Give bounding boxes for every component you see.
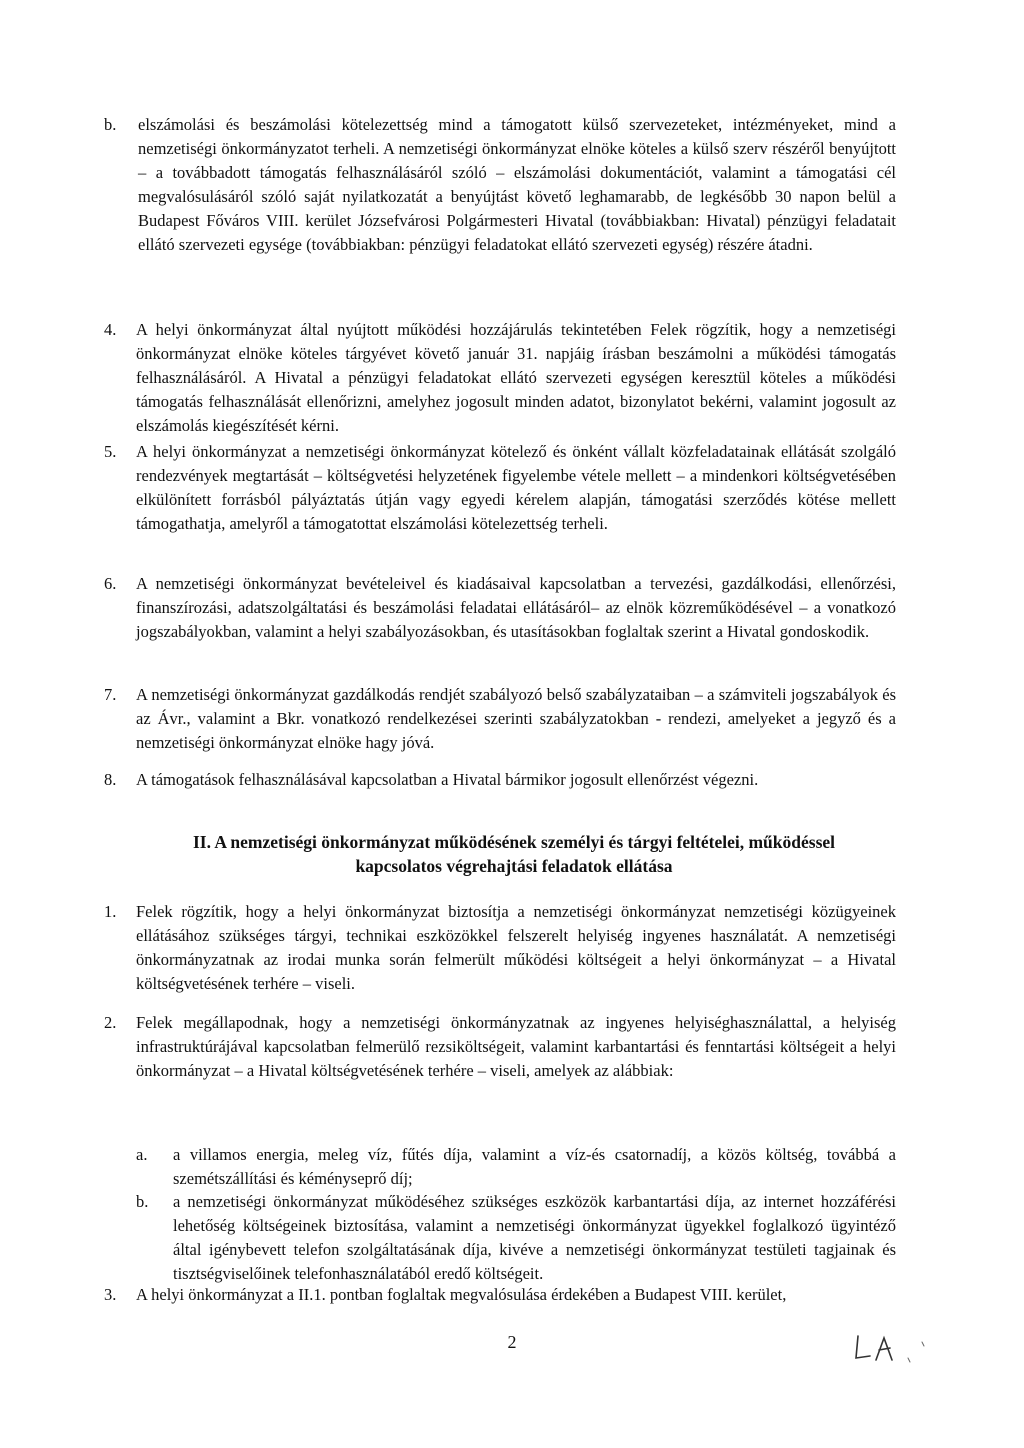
paragraph-text: elszámolási és beszámolási kötelezettség mind a támogatott külső szervezeteket, intézményeket, mind a nemzetiségi önkormányzatot terheli. A nemzetiségi önkormányzat elnöke köteles a külső szerv részéről benyújtott – a továbbadott támogatás felhasználásáról szóló – elszámolási dokumentációt, valamint a támogatási cél megvalósulásáról szóló saját nyilatkozatát a benyújtást követő leghamarabb, de legkésőbb 30 napon belül a Budapest Főváros VIII. kerület Józsefvárosi Polgármesteri Hivatal (továbbiakban: Hivatal) pénzügyi feladatait ellátó szervezeti egysége (továbbiakban: pénzügyi feladatokat ellátó szervezeti egység) részére átadni. xyxy=(138,115,896,254)
section-heading xyxy=(104,830,924,878)
subitem-marker: b. xyxy=(136,1192,149,1211)
subitem-b xyxy=(136,1190,896,1286)
paragraph-b xyxy=(104,113,896,257)
paragraph-marker: 4. xyxy=(104,320,117,339)
paragraph-marker: 7. xyxy=(104,685,117,704)
section-heading-line1: II. A nemzetiségi önkormányzat működésének személyi és tárgyi feltételei, működéssel xyxy=(192,832,836,852)
paragraph-text: Felek rögzítik, hogy a helyi önkormányzat biztosítja a nemzetiségi önkormányzat nemzetiségi közügyeinek ellátásához szükséges tárgyi, technikai eszközökkel felszerelt helyiség ingyenes használatát. A nemzetiségi önkormányzatnak az irodai munka során felmerült működési költségeit a helyi önkormányzat – a Hivatal költségvetésének terhére – viseli. xyxy=(136,902,896,993)
paragraph-7 xyxy=(104,683,896,755)
paragraph-8 xyxy=(104,768,896,792)
page-number: 2 xyxy=(507,1332,517,1352)
handwritten-initials xyxy=(848,1328,938,1368)
paragraph-marker: 6. xyxy=(104,574,117,593)
subitem-text: a nemzetiségi önkormányzat működéséhez szükséges eszközök karbantartási díja, az internet hozzáférési lehetőség költségeinek biztosítása, valamint a nemzetiségi önkormányzat ügyekkel foglalkozó ügyintéző által igénybevett telefon szolgáltatásának díja, kivéve a nemzetiségi önkormányzat testületi tagjainak és tisztségviselőinek telefonhasználatából eredő költségeit. xyxy=(173,1192,896,1283)
paragraph-marker: 8. xyxy=(104,770,117,789)
paragraph-text: A helyi önkormányzat által nyújtott működési hozzájárulás tekintetében Felek rögzítik, hogy a nemzetiségi önkormányzat elnöke köteles tárgyévet követő január 31. napjáig írásban beszámolni a működési támogatás felhasználásáról. A Hivatal a pénzügyi feladatokat ellátó szervezeti egységen keresztül köteles a működési támogatás felhasználását ellenőrizni, amelyhez jogosult minden adatot, bizonylatot bekérni, valamint jogosult az elszámolás kiegészítését kérni. xyxy=(136,320,896,435)
section2-paragraph-1 xyxy=(104,900,896,996)
paragraph-text: A támogatások felhasználásával kapcsolatban a Hivatal bármikor jogosult ellenőrzést végezni. xyxy=(136,770,759,789)
paragraph-marker: b. xyxy=(104,115,117,134)
paragraph-text: Felek megállapodnak, hogy a nemzetiségi önkormányzatnak az ingyenes helyiséghasználattal, a helyiség infrastruktúrájával kapcsolatban felmerülő rezsiköltségeit, valamint karbantartási és fenntartási költségeit a helyi önkormányzat – a Hivatal költségvetésének terhére – viseli, amelyek az alábbiak: xyxy=(136,1013,896,1080)
paragraph-marker: 3. xyxy=(104,1285,117,1304)
paragraph-marker: 1. xyxy=(104,902,117,921)
section2-paragraph-2 xyxy=(104,1011,896,1083)
paragraph-marker: 5. xyxy=(104,442,117,461)
paragraph-text: A helyi önkormányzat a II.1. pontban foglaltak megvalósulása érdekében a Budapest VIII. kerület, xyxy=(136,1285,787,1304)
subitem-text: a villamos energia, meleg víz, fűtés díja, valamint a víz-és csatornadíj, a közös költség, továbbá a szemétszállítási és kéményseprő díj; xyxy=(173,1145,896,1188)
paragraph-6 xyxy=(104,572,896,644)
paragraph-4 xyxy=(104,318,896,438)
subitem-a xyxy=(136,1143,896,1191)
subitem-marker: a. xyxy=(136,1145,148,1164)
paragraph-text: A nemzetiségi önkormányzat bevételeivel és kiadásaival kapcsolatban a tervezési, gazdálkodási, ellenőrzési, finanszírozási, adatszolgáltatási és beszámolási feladatai ellátásáról– az elnök közreműködésével – a vonatkozó jogszabályokban, valamint a helyi szabályozásokban, és utasításokban foglaltak szerint a Hivatal gondoskodik. xyxy=(136,574,896,641)
section-heading-line2: kapcsolatos végrehajtási feladatok ellátása xyxy=(355,856,673,876)
paragraph-marker: 2. xyxy=(104,1013,117,1032)
paragraph-text: A helyi önkormányzat a nemzetiségi önkormányzat kötelező és önként vállalt közfeladatainak ellátását szolgáló rendezvények megtartását – költségvetési helyzetének figyelembe vétele mellett – a mindenkori költségvetésében elkülönített forrásból pályáztatás útján vagy egyedi kérelem alapján, támogatási szerződés kötése mellett támogathatja, amelyről a támogatottat elszámolási kötelezettség terheli. xyxy=(136,442,896,533)
paragraph-text: A nemzetiségi önkormányzat gazdálkodás rendjét szabályozó belső szabályzataiban – a számviteli jogszabályok és az Ávr., valamint a Bkr. vonatkozó rendelkezései szerinti szabályzatokban - rendezi, amelyeket a jegyző és a nemzetiségi önkormányzat elnöke hagy jóvá. xyxy=(136,685,896,752)
paragraph-5 xyxy=(104,440,896,536)
section2-paragraph-3 xyxy=(104,1283,896,1307)
